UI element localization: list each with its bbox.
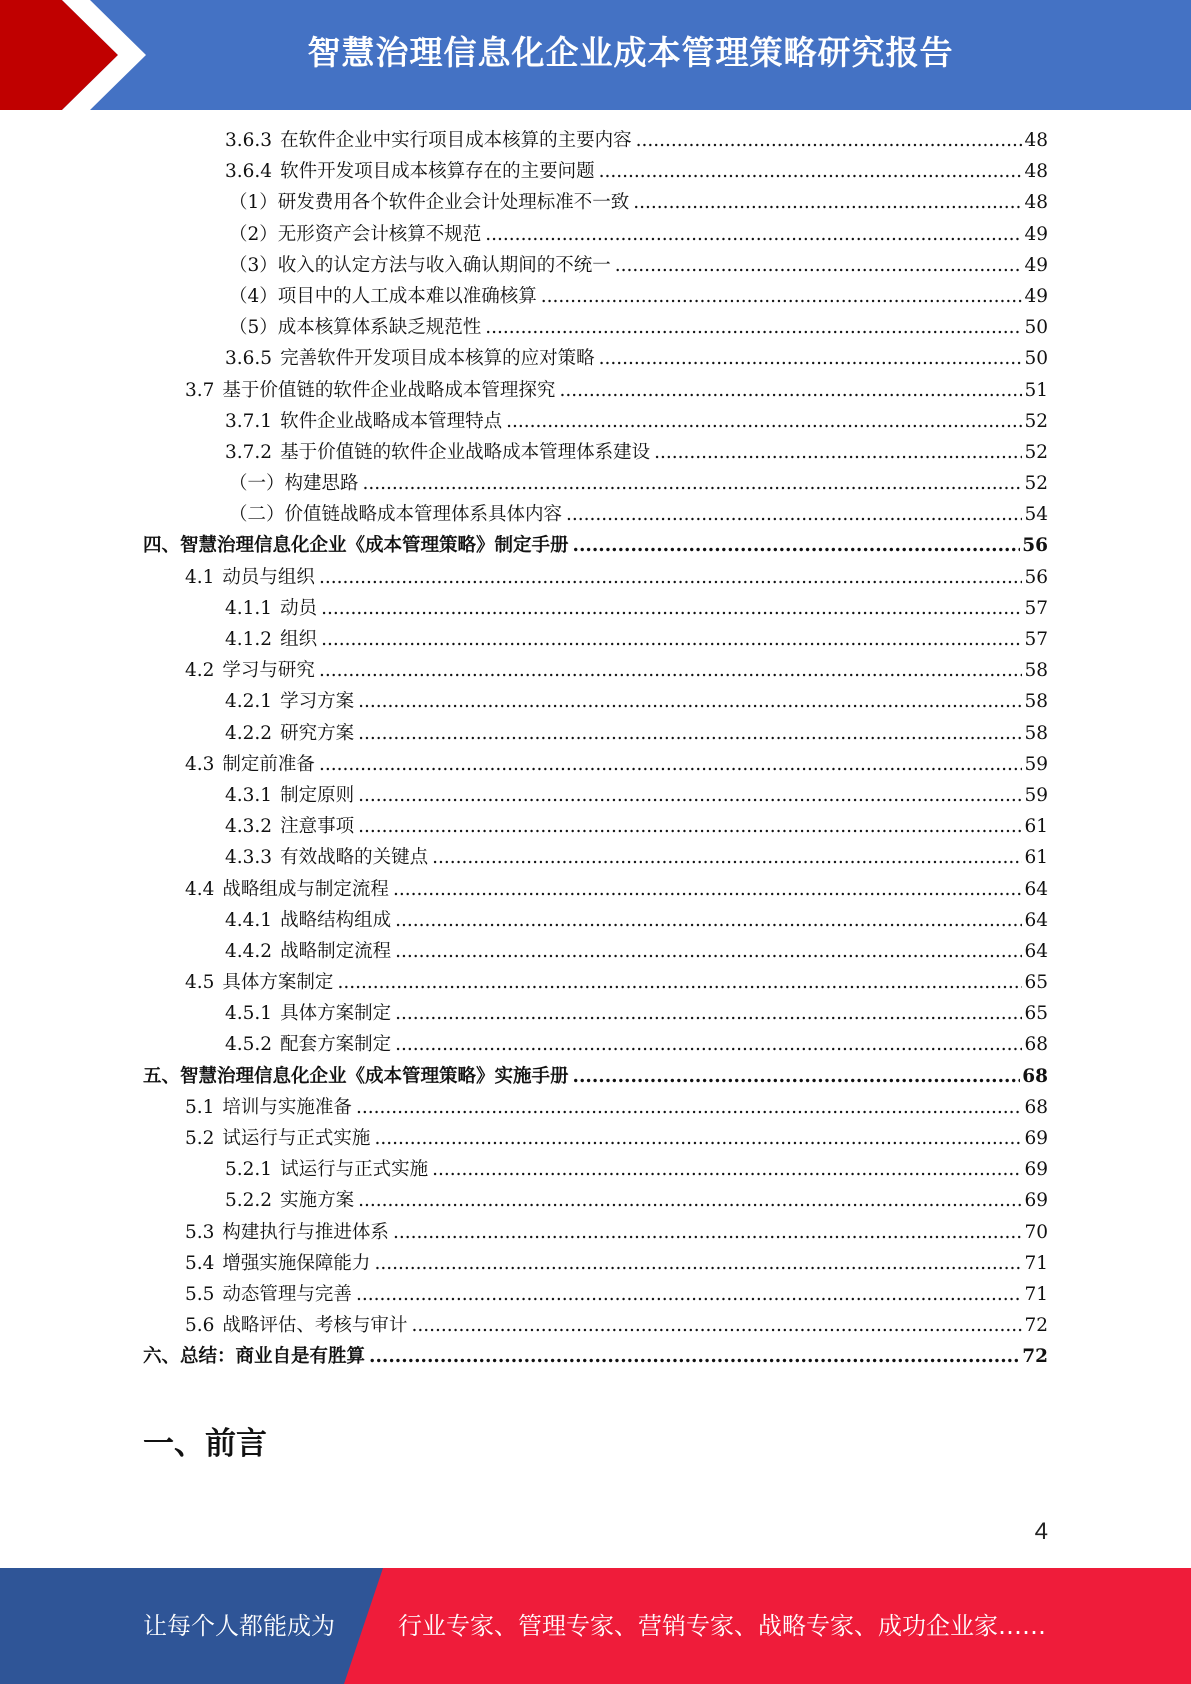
toc-entry[interactable] xyxy=(143,156,1048,187)
toc-entry-page: 68 xyxy=(1024,1096,1048,1118)
toc-entry-number: 4.1.2 xyxy=(225,629,273,650)
toc-entry-page: 69 xyxy=(1024,1159,1048,1181)
toc-entry-title: （5）成本核算体系缺乏规范性 xyxy=(229,317,482,339)
toc-dot-leader xyxy=(358,718,1022,749)
toc-entry[interactable] xyxy=(143,749,1048,780)
toc-entry[interactable] xyxy=(143,1310,1048,1341)
toc-entry-page: 72 xyxy=(1024,1315,1048,1337)
toc-entry-page: 59 xyxy=(1024,753,1048,775)
toc-entry[interactable] xyxy=(143,468,1048,499)
toc-entry[interactable] xyxy=(143,1029,1048,1060)
toc-entry[interactable] xyxy=(143,967,1048,998)
toc-entry-title: 软件企业战略成本管理特点 xyxy=(280,410,503,432)
toc-entry[interactable] xyxy=(143,562,1048,593)
toc-entry-title: 学习与研究 xyxy=(222,660,315,682)
toc-entry-title: 实施方案 xyxy=(280,1190,355,1212)
toc-entry-title: 软件开发项目成本核算存在的主要问题 xyxy=(280,161,595,183)
toc-entry-number: 3.6.5 xyxy=(225,348,273,370)
toc-entry-page: 70 xyxy=(1024,1221,1048,1243)
toc-entry-page: 50 xyxy=(1024,317,1048,339)
toc-entry-title: 学习方案 xyxy=(280,691,355,713)
toc-entry-number: 4.1 xyxy=(185,566,215,588)
toc-entry-number: 5.3 xyxy=(185,1221,215,1243)
toc-dot-leader xyxy=(411,1310,1022,1341)
toc-dot-leader xyxy=(374,1123,1022,1154)
toc-entry[interactable] xyxy=(143,655,1048,686)
toc-entry-page: 49 xyxy=(1024,254,1048,276)
toc-dot-leader xyxy=(374,1248,1022,1279)
toc-entry[interactable] xyxy=(143,1123,1048,1154)
toc-entry-title: 战略结构组成 xyxy=(280,909,392,931)
toc-entry[interactable] xyxy=(143,125,1048,156)
toc-entry-page: 54 xyxy=(1024,504,1048,526)
toc-entry-title: 动员 xyxy=(280,597,318,619)
toc-entry-page: 65 xyxy=(1024,972,1048,994)
toc-entry-number: 4.4.1 xyxy=(225,909,273,931)
toc-entry-title: （一）构建思路 xyxy=(229,473,359,495)
toc-entry-page: 52 xyxy=(1024,473,1048,495)
toc-entry-page: 64 xyxy=(1024,940,1048,962)
toc-dot-leader xyxy=(395,1029,1022,1060)
toc-entry[interactable] xyxy=(143,530,1048,561)
toc-dot-leader xyxy=(369,1341,1020,1372)
toc-dot-leader xyxy=(432,842,1022,873)
toc-entry-title: 五、智慧治理信息化企业《成本管理策略》实施手册 xyxy=(143,1065,569,1087)
toc-entry-number: 5.5 xyxy=(185,1283,215,1305)
toc-entry-title: 六、总结：商业自是有胜算 xyxy=(143,1346,366,1368)
toc-entry-title: 配套方案制定 xyxy=(280,1034,392,1056)
toc-entry[interactable] xyxy=(143,936,1048,967)
toc-entry-number: 5.4 xyxy=(185,1252,215,1274)
toc-dot-leader xyxy=(573,1061,1021,1092)
toc-entry-number: 4.3.2 xyxy=(225,816,273,838)
toc-dot-leader xyxy=(358,780,1022,811)
toc-entry-number: 4.3.1 xyxy=(225,784,273,806)
toc-entry-title: 战略组成与制定流程 xyxy=(222,878,389,900)
toc-entry[interactable] xyxy=(143,593,1048,624)
toc-entry-page: 68 xyxy=(1024,1034,1048,1056)
toc-entry[interactable] xyxy=(143,686,1048,717)
toc-entry-title: 增强实施保障能力 xyxy=(222,1252,371,1274)
toc-entry-page: 48 xyxy=(1024,192,1048,214)
toc-dot-leader xyxy=(358,1185,1022,1216)
toc-entry-page: 64 xyxy=(1024,909,1048,931)
toc-entry-title: 试运行与正式实施 xyxy=(222,1128,371,1149)
toc-entry-page: 69 xyxy=(1024,1128,1048,1149)
toc-entry-title: 基于价值链的软件企业战略成本管理探究 xyxy=(222,379,556,401)
toc-dot-leader xyxy=(485,312,1022,343)
toc-entry[interactable] xyxy=(143,375,1048,406)
toc-entry-number: 4.2 xyxy=(185,660,215,682)
toc-entry-title: 基于价值链的软件企业战略成本管理体系建设 xyxy=(280,441,651,463)
toc-dot-leader xyxy=(395,936,1022,967)
toc-entry-page: 71 xyxy=(1024,1252,1048,1274)
toc-entry-number: 5.2.2 xyxy=(225,1190,273,1212)
toc-entry-number: 3.7.1 xyxy=(225,410,273,432)
toc-entry[interactable] xyxy=(143,437,1048,468)
toc-entry-page: 58 xyxy=(1024,722,1048,744)
toc-entry-title: 组织 xyxy=(280,629,318,650)
toc-entry[interactable] xyxy=(143,718,1048,749)
toc-entry-title: 完善软件开发项目成本核算的应对策略 xyxy=(280,348,595,370)
toc-dot-leader xyxy=(337,967,1022,998)
toc-entry-title: 战略制定流程 xyxy=(280,940,392,962)
toc-dot-leader xyxy=(321,593,1022,624)
toc-entry[interactable] xyxy=(143,1279,1048,1310)
toc-entry-page: 71 xyxy=(1024,1283,1048,1305)
toc-entry-title: 研究方案 xyxy=(280,722,355,744)
toc-dot-leader xyxy=(319,562,1023,593)
toc-entry-page: 56 xyxy=(1024,566,1048,588)
toc-entry-page: 48 xyxy=(1024,130,1048,151)
toc-dot-leader xyxy=(356,1279,1023,1310)
toc-dot-leader xyxy=(633,187,1022,218)
toc-entry-page: 58 xyxy=(1024,691,1048,713)
toc-entry-number: 4.4 xyxy=(185,878,215,900)
toc-entry-page: 51 xyxy=(1024,379,1048,401)
toc-entry-title: 注意事项 xyxy=(280,816,355,838)
toc-entry[interactable] xyxy=(143,1341,1048,1372)
toc-entry-title: 制定前准备 xyxy=(222,753,315,775)
toc-dot-leader xyxy=(356,1092,1023,1123)
toc-dot-leader xyxy=(599,343,1023,374)
toc-entry-page: 59 xyxy=(1024,784,1048,806)
toc-entry-title: 具体方案制定 xyxy=(222,972,334,994)
toc-entry-title: 构建执行与推进体系 xyxy=(222,1221,389,1243)
toc-entry[interactable] xyxy=(143,624,1048,655)
toc-entry-page: 57 xyxy=(1024,597,1048,619)
toc-entry-title: 战略评估、考核与审计 xyxy=(222,1315,408,1337)
toc-entry-number: 4.4.2 xyxy=(225,940,273,962)
toc-entry[interactable] xyxy=(143,1092,1048,1123)
toc-dot-leader xyxy=(566,499,1022,530)
toc-dot-leader xyxy=(654,437,1022,468)
toc-entry[interactable] xyxy=(143,1185,1048,1216)
toc-entry[interactable] xyxy=(143,187,1048,218)
toc-entry-number: 5.6 xyxy=(185,1315,215,1337)
page-number: 4 xyxy=(1034,1518,1048,1545)
toc-dot-leader xyxy=(393,874,1023,905)
toc-dot-leader xyxy=(599,156,1023,187)
toc-entry-title: 具体方案制定 xyxy=(280,1003,392,1025)
toc-entry-number: 4.5.1 xyxy=(225,1003,273,1025)
toc-entry[interactable] xyxy=(143,1217,1048,1248)
toc-entry-page: 69 xyxy=(1024,1190,1048,1212)
toc-entry[interactable] xyxy=(143,1248,1048,1279)
page-footer xyxy=(0,1568,1191,1684)
toc-dot-leader xyxy=(506,406,1022,437)
toc-entry[interactable] xyxy=(143,811,1048,842)
toc-dot-leader xyxy=(319,749,1023,780)
toc-dot-leader xyxy=(393,1217,1023,1248)
toc-entry-page: 57 xyxy=(1024,629,1048,650)
toc-entry[interactable] xyxy=(143,281,1048,312)
toc-entry-page: 52 xyxy=(1024,410,1048,432)
footer-slogan-right: 行业专家、管理专家、营销专家、战略专家、成功企业家…… xyxy=(398,1612,1046,1640)
toc-dot-leader xyxy=(485,219,1022,250)
toc-entry[interactable] xyxy=(143,219,1048,250)
toc-entry-page: 58 xyxy=(1024,660,1048,682)
toc-entry[interactable] xyxy=(143,406,1048,437)
toc-entry-number: 4.1.1 xyxy=(225,597,273,619)
toc-dot-leader xyxy=(432,1154,1022,1185)
toc-dot-leader xyxy=(573,530,1021,561)
toc-entry[interactable] xyxy=(143,874,1048,905)
toc-entry[interactable] xyxy=(143,1154,1048,1185)
toc-entry-number: 3.7 xyxy=(185,379,215,401)
toc-entry-number: 4.5 xyxy=(185,972,215,994)
toc-entry-page: 50 xyxy=(1024,348,1048,370)
toc-entry-title: 动员与组织 xyxy=(222,566,315,588)
toc-entry-page: 49 xyxy=(1024,223,1048,245)
toc-entry-number: 5.1 xyxy=(185,1096,215,1118)
toc-entry-title: （二）价值链战略成本管理体系具体内容 xyxy=(229,504,563,526)
toc-entry-page: 49 xyxy=(1024,285,1048,307)
toc-entry-number: 3.7.2 xyxy=(225,441,273,463)
toc-entry-page: 72 xyxy=(1022,1346,1048,1368)
table-of-contents xyxy=(143,125,1048,1373)
toc-entry-page: 65 xyxy=(1024,1003,1048,1025)
toc-entry[interactable] xyxy=(143,312,1048,343)
toc-entry-page: 48 xyxy=(1024,161,1048,183)
toc-entry[interactable] xyxy=(143,1061,1048,1092)
toc-dot-leader xyxy=(559,375,1022,406)
header-chevron-icon xyxy=(0,0,160,110)
toc-entry-number: 4.3.3 xyxy=(225,847,273,869)
toc-entry-number: 4.5.2 xyxy=(225,1034,273,1056)
toc-entry-number: 3.6.3 xyxy=(225,130,273,151)
toc-entry-title: 四、智慧治理信息化企业《成本管理策略》制定手册 xyxy=(143,535,569,557)
toc-entry-title: 动态管理与完善 xyxy=(222,1283,352,1305)
toc-entry[interactable] xyxy=(143,499,1048,530)
toc-entry-title: 有效战略的关键点 xyxy=(280,847,429,869)
section-heading: 一、前言 xyxy=(143,1426,267,1462)
toc-dot-leader xyxy=(541,281,1023,312)
toc-entry-page: 56 xyxy=(1022,535,1048,557)
toc-entry-title: 在软件企业中实行项目成本核算的主要内容 xyxy=(280,130,632,151)
toc-entry-title: 培训与实施准备 xyxy=(222,1096,352,1118)
toc-dot-leader xyxy=(395,905,1022,936)
toc-entry-title: 制定原则 xyxy=(280,784,355,806)
toc-entry-title: （3）收入的认定方法与收入确认期间的不统一 xyxy=(229,254,611,276)
toc-dot-leader xyxy=(363,468,1023,499)
toc-entry-number: 3.6.4 xyxy=(225,161,273,183)
toc-dot-leader xyxy=(319,655,1023,686)
toc-entry[interactable] xyxy=(143,842,1048,873)
page-header xyxy=(0,0,1191,110)
toc-dot-leader xyxy=(395,998,1022,1029)
toc-entry[interactable] xyxy=(143,343,1048,374)
toc-entry-number: 4.2.1 xyxy=(225,691,273,713)
toc-entry[interactable] xyxy=(143,780,1048,811)
toc-dot-leader xyxy=(636,125,1023,156)
toc-entry-page: 52 xyxy=(1024,441,1048,463)
toc-entry-title: 试运行与正式实施 xyxy=(280,1159,429,1181)
toc-entry-page: 64 xyxy=(1024,878,1048,900)
document-title: 智慧治理信息化企业成本管理策略研究报告 xyxy=(307,33,954,72)
toc-entry-page: 61 xyxy=(1024,847,1048,869)
footer-slogan-left: 让每个人都能成为 xyxy=(143,1612,335,1640)
toc-dot-leader xyxy=(321,624,1022,655)
toc-entry-page: 61 xyxy=(1024,816,1048,838)
toc-entry-page: 68 xyxy=(1022,1065,1048,1087)
toc-entry-number: 5.2 xyxy=(185,1128,215,1149)
toc-entry[interactable] xyxy=(143,250,1048,281)
toc-entry[interactable] xyxy=(143,905,1048,936)
toc-dot-leader xyxy=(358,811,1022,842)
toc-entry-title: （1）研发费用各个软件企业会计处理标准不一致 xyxy=(229,192,630,214)
toc-dot-leader xyxy=(358,686,1022,717)
toc-entry[interactable] xyxy=(143,998,1048,1029)
toc-entry-number: 4.3 xyxy=(185,753,215,775)
toc-entry-number: 4.2.2 xyxy=(225,722,273,744)
toc-dot-leader xyxy=(615,250,1023,281)
toc-entry-number: 5.2.1 xyxy=(225,1159,273,1181)
toc-entry-title: （2）无形资产会计核算不规范 xyxy=(229,223,482,245)
toc-entry-title: （4）项目中的人工成本难以准确核算 xyxy=(229,285,537,307)
